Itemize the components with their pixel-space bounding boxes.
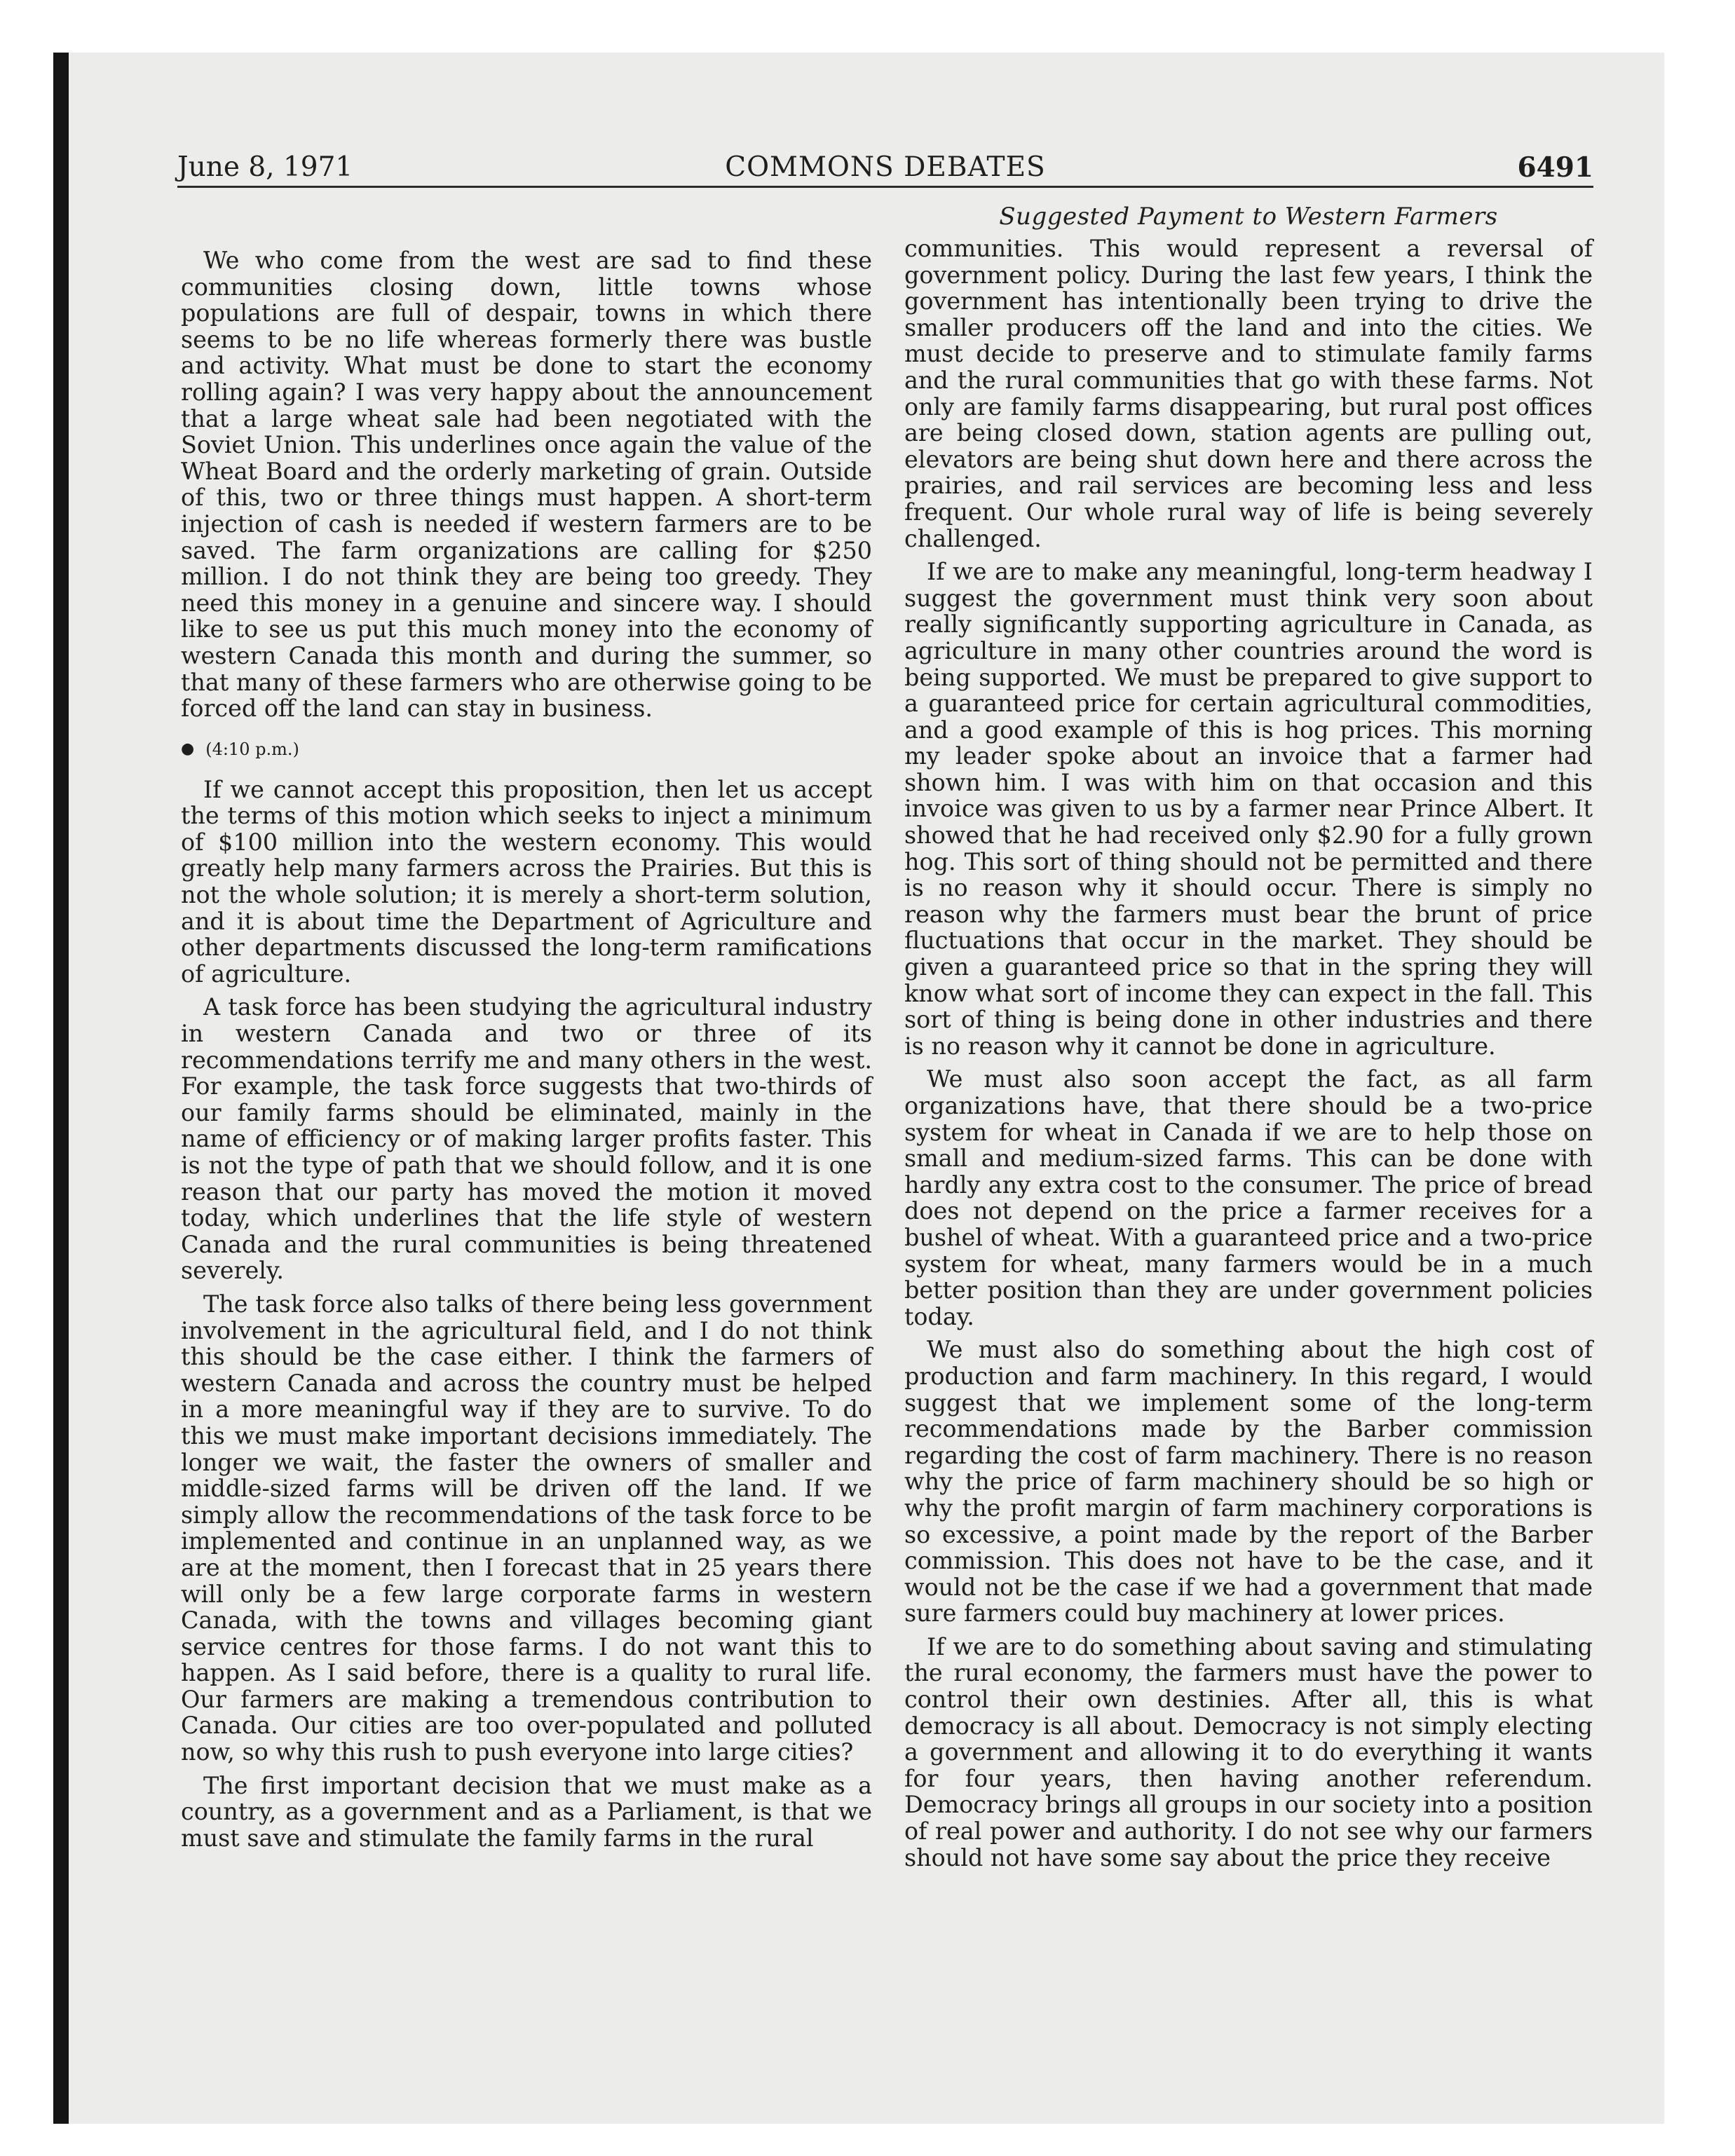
header-date: June 8, 1971 [177, 151, 353, 183]
right-paragraph-2: If we are to make any meaningful, long-term headway I suggest the government must think very soon about really significantly supporting agriculture in Canada, as agriculture in many other countries around the word is being supported. We must be prepared to give support to a guaranteed price for certain agricultural commodities, and a good example of this is hog prices. This morning my leader spoke about an invoice that a farmer had shown him. I was with him on that occasion and this invoice was given to us by a farmer near Prince Albert. It showed that he had received only $2.90 for a fully grown hog. This sort of thing should not be permitted and there is no reason why it should occur. There is simply no reason why the farmers must bear the brunt of price fluctuations that occur in the market. They should be given a guaranteed price so that in the spring they will know what sort of income they can expect in the fall. This sort of thing is being done in other industries and there is no reason why it cannot be done in agriculture. [904, 558, 1593, 1060]
left-paragraph-3: A task force has been studying the agricultural industry in western Canada and two or three of its recommendations terrify me and many others in the west. For example, the task force suggests that two-thirds of our family farms should be eliminated, mainly in the name of efficiency or of making larger profits faster. This is not the type of path that we should follow, and it is one reason that our party has moved the motion it moved today, which underlines that the life style of western Canada and the rural communities is being threatened severely. [181, 993, 872, 1285]
left-column [181, 203, 872, 1858]
scan-edge [53, 53, 69, 2124]
page-header [177, 149, 1593, 188]
right-paragraph-5: If we are to do something about saving and stimulating the rural economy, the farmers must have the power to control their own destinies. After all, this is what democracy is all about. Democracy is not simply electing a government and allowing it to do everything it wants for four years, then having another referendum. Democracy brings all groups in our society into a position of real power and authority. I do not see why our farmers should not have some say about the price they receive [904, 1632, 1593, 1871]
left-paragraph-5: The first important decision that we must make as a country, as a government and as a Parliament, is that we must save and stimulate the family farms in the rural [181, 1771, 872, 1852]
bullet-icon: ● [181, 739, 195, 758]
right-paragraph-4: We must also do something about the high cost of production and farm machinery. In this regard, I would suggest that we implement some of the long-term recommendations made by the Barber commission regarding the cost of farm machinery. There is no reason why the price of farm machinery should be so high or why the profit margin of farm machinery corporations is so excessive, a point made by the report of the Barber commission. This does not have to be the case, and it would not be the case if we had a government that made sure farmers could buy machinery at lower prices. [904, 1336, 1593, 1628]
header-title: COMMONS DEBATES [725, 151, 1046, 183]
left-paragraph-1: We who come from the west are sad to find these communities closing down, little towns whose populations are full of despair, towns in which there seems to be no life whereas formerly there was bustle and activity. What must be done to start the economy rolling again? I was very happy about the announcement that a large wheat sale had been negotiated with the Soviet Union. This underlines once again the value of the Wheat Board and the orderly marketing of grain. Outside of this, two or three things must happen. A short-term injection of cash is needed if western farmers are to be saved. The farm organizations are calling for $250 million. I do not think they are being too greedy. They need this money in a genuine and sincere way. I should like to see us put this much money into the economy of western Canada this month and during the summer, so that many of these farmers who are otherwise going to be forced off the land can stay in business. [181, 247, 872, 723]
header-page-number: 6491 [1517, 151, 1593, 184]
left-paragraph-2: If we cannot accept this proposition, then let us accept the terms of this motion which seeks to inject a minimum of $100 million into the western economy. This would greatly help many farmers across the Prairies. But this is not the whole solution; it is merely a short-term solution, and it is about time the Department of Agriculture and other departments discussed the long-term ramifications of agriculture. [181, 775, 872, 988]
right-column [904, 203, 1593, 1878]
running-head: Suggested Payment to Western Farmers [999, 203, 1498, 231]
left-paragraph-4: The task force also talks of there being less government involvement in the agricultural field, and I do not think this should be the case either. I think the farmers of western Canada and across the country must be helped in a more meaningful way if they are to survive. To do this we must make important decisions immediately. The longer we wait, the faster the owners of smaller and middle-sized farms will be driven off the land. If we simply allow the recommendations of the task force to be implemented and continue in an unplanned way, as we are at the moment, then I forecast that in 25 years there will only be a few large corporate farms in western Canada, with the towns and villages becoming giant service centres for those farms. I do not want this to happen. As I said before, there is a quality to rural life. Our farmers are making a tremendous contribution to Canada. Our cities are too over-populated and polluted now, so why this rush to push everyone into large cities? [181, 1290, 872, 1766]
time-stamp [181, 739, 872, 760]
right-paragraph-3: We must also soon accept the fact, as all farm organizations have, that there should be a two-price system for wheat in Canada if we are to help those on small and medium-sized farms. This can be done with hardly any extra cost to the consumer. The price of bread does not depend on the price a farmer receives for a bushel of wheat. With a guaranteed price and a two-price system for wheat, many farmers would be in a much better position than they are under government policies today. [904, 1065, 1593, 1330]
time-stamp-text: (4:10 p.m.) [205, 739, 299, 759]
right-paragraph-1: communities. This would represent a reversal of government policy. During the last few years, I think the government has intentionally been trying to drive the smaller producers off the land and into the cities. We must decide to preserve and to stimulate family farms and the rural communities that go with these farms. Not only are family farms disappearing, but rural post offices are being closed down, station agents are pulling out, elevators are being shut down here and there across the prairies, and rail services are becoming less and less frequent. Our whole rural way of life is being severely challenged. [904, 235, 1593, 552]
